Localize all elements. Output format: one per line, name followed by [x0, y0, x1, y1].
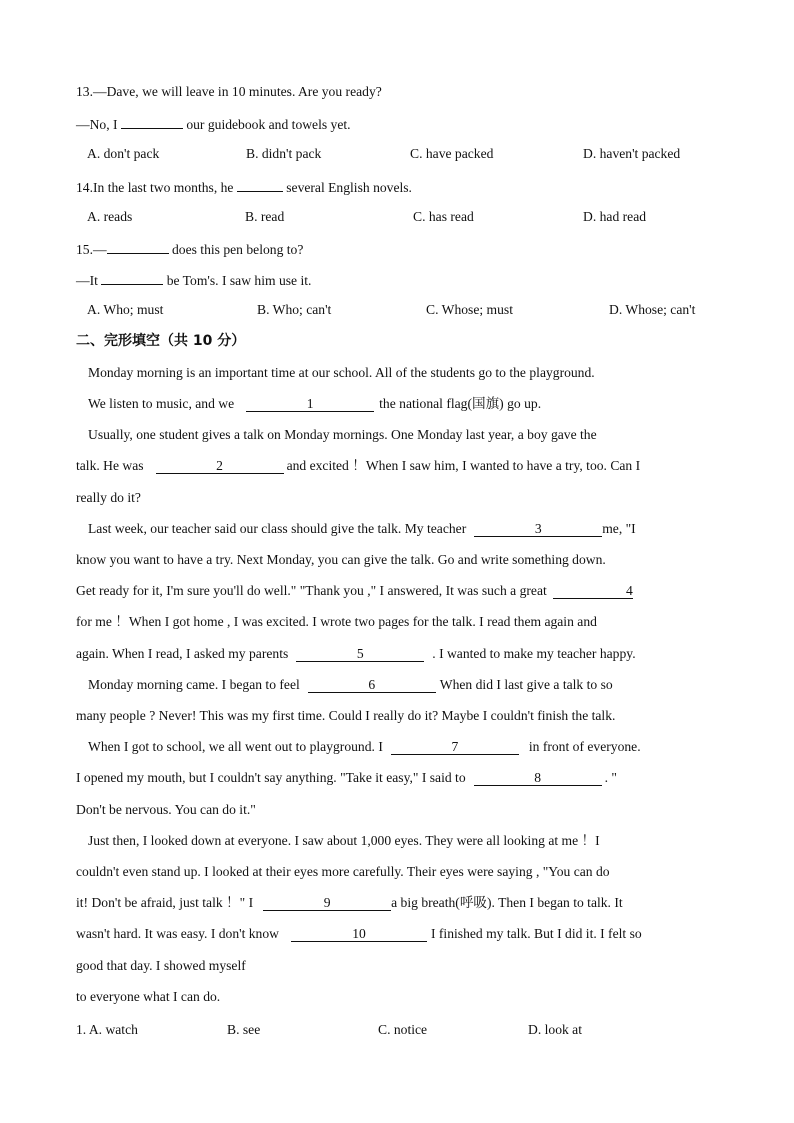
passage-text: . I wanted to make my teacher happy.	[432, 646, 636, 661]
passage-text: me, "I	[602, 521, 636, 536]
cloze-blank-8[interactable]: 8	[474, 770, 602, 786]
q1-option-b[interactable]: B. see	[227, 1022, 261, 1037]
passage-line	[76, 582, 633, 600]
q13-option-b[interactable]: B. didn't pack	[246, 146, 322, 161]
q14-stem	[76, 177, 412, 197]
passage-line	[88, 676, 613, 694]
passage-line: good that day. I showed myself	[76, 958, 246, 973]
q1-option-c[interactable]: C. notice	[378, 1022, 428, 1037]
cloze-blank-2[interactable]: 2	[156, 458, 284, 474]
passage-line	[88, 520, 636, 538]
q15-option-d[interactable]: D. Whose; can't	[609, 302, 696, 317]
q15-blank-1[interactable]	[107, 239, 169, 254]
passage-text: it! Don't be afraid, just talk ！" I	[76, 895, 254, 910]
q13-response	[76, 114, 351, 134]
q15-response	[76, 270, 311, 290]
passage-line	[88, 395, 541, 413]
q15-stem-post: does this pen belong to?	[168, 242, 304, 257]
q14-option-d[interactable]: D. had read	[583, 209, 647, 224]
passage-line: couldn't even stand up. I looked at their eyes more carefully. Their eyes were saying , "You can do	[76, 864, 610, 879]
q13-option-c[interactable]: C. have packed	[410, 146, 494, 161]
q13-option-a[interactable]: A. don't pack	[87, 146, 160, 161]
q15-response-pre: —It	[76, 273, 102, 288]
passage-line: know you want to have a try. Next Monday, you can give the talk. Go and write something down.	[76, 552, 606, 567]
passage-line: Monday morning is an important time at our school. All of the students go to the playground.	[88, 365, 595, 380]
q15-option-c[interactable]: C. Whose; must	[426, 302, 513, 317]
passage-text: Monday morning came. I began to feel	[88, 677, 300, 692]
passage-line: Just then, I looked down at everyone. I saw about 1,000 eyes. They were all looking at me ！I	[88, 833, 600, 848]
passage-line: for me ！When I got home , I was excited. I wrote two pages for the talk. I read them again and	[76, 614, 597, 629]
passage-text: . "	[604, 770, 617, 785]
q15-option-b[interactable]: B. Who; can't	[257, 302, 332, 317]
cloze-blank-9[interactable]: 9	[263, 895, 391, 911]
q14-option-a[interactable]: A. reads	[87, 209, 133, 224]
cloze-blank-7[interactable]: 7	[391, 739, 519, 755]
q13-stem: 13.—Dave, we will leave in 10 minutes. Are you ready?	[76, 84, 382, 99]
passage-line: really do it?	[76, 490, 141, 505]
q13-response-pre: —No, I	[76, 117, 121, 132]
passage-line: many people ? Never! This was my first time. Could I really do it? Maybe I couldn't finish the talk.	[76, 708, 616, 723]
q13-response-post: our guidebook and towels yet.	[182, 117, 351, 132]
passage-text: Last week, our teacher said our class should give the talk. My teacher	[88, 521, 467, 536]
passage-line	[76, 894, 623, 912]
passage-text: in front of everyone.	[528, 739, 641, 754]
q15-response-post: be Tom's. I saw him use it.	[163, 273, 312, 288]
passage-line	[88, 738, 641, 756]
passage-line: Usually, one student gives a talk on Monday mornings. One Monday last year, a boy gave the	[88, 427, 597, 442]
cloze-blank-3[interactable]: 3	[474, 521, 602, 537]
passage-line	[76, 769, 617, 787]
passage-text: and excited ！When I saw him, I wanted to have a try, too. Can I	[286, 458, 641, 473]
q14-stem-pre: 14.In the last two months, he	[76, 180, 237, 195]
q14-option-c[interactable]: C. has read	[413, 209, 474, 224]
q15-stem	[76, 239, 303, 259]
q15-blank-2[interactable]	[101, 270, 163, 285]
q14-option-b[interactable]: B. read	[245, 209, 285, 224]
q13-option-d[interactable]: D. haven't packed	[583, 146, 681, 161]
passage-text: I finished my talk. But I did it. I felt so	[430, 926, 642, 941]
passage-line: to everyone what I can do.	[76, 989, 221, 1004]
passage-text: When I got to school, we all went out to playground. I	[88, 739, 383, 754]
q1-option-d[interactable]: D. look at	[528, 1022, 582, 1037]
passage-text: the national flag(国旗) go up.	[379, 396, 542, 411]
passage-text: wasn't hard. It was easy. I don't know	[76, 926, 279, 941]
passage-line	[76, 645, 636, 663]
passage-text: talk. He was	[76, 458, 144, 473]
cloze-blank-6[interactable]: 6	[308, 677, 436, 693]
passage-text: Get ready for it, I'm sure you'll do well." "Thank you ," I answered, It was such a great	[76, 583, 547, 598]
q14-blank[interactable]	[237, 177, 283, 192]
passage-line: Don't be nervous. You can do it."	[76, 802, 256, 817]
q1-option-a[interactable]: 1. A. watch	[76, 1022, 138, 1037]
q15-option-a[interactable]: A. Who; must	[87, 302, 164, 317]
cloze-blank-4[interactable]: 4	[553, 583, 633, 599]
section-heading: 二、完形填空（共 10 分）	[76, 333, 246, 349]
cloze-blank-10[interactable]: 10	[291, 926, 427, 942]
passage-text: a big breath(呼吸). Then I began to talk. It	[391, 895, 623, 910]
passage-text: again. When I read, I asked my parents	[76, 646, 289, 661]
passage-text: We listen to music, and we	[88, 396, 235, 411]
q15-stem-pre: 15.—	[76, 242, 107, 257]
q14-stem-post: several English novels.	[282, 180, 412, 195]
cloze-blank-5[interactable]: 5	[296, 646, 424, 662]
passage-line	[76, 457, 640, 475]
q13-blank[interactable]	[121, 114, 183, 129]
cloze-blank-1[interactable]: 1	[246, 396, 374, 412]
passage-text: When did I last give a talk to so	[439, 677, 613, 692]
passage-line	[76, 925, 642, 943]
passage-text: I opened my mouth, but I couldn't say anything. "Take it easy," I said to	[76, 770, 466, 785]
